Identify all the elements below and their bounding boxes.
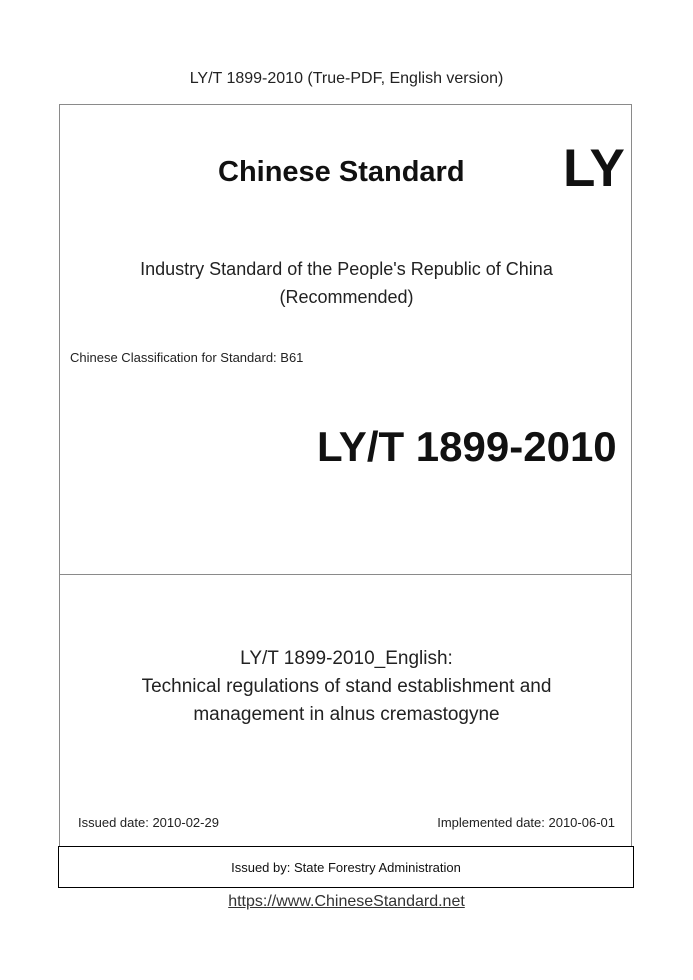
title-line-1: LY/T 1899-2010_English: bbox=[240, 648, 453, 669]
footer bbox=[0, 893, 693, 911]
issuer-text: Issued by: State Forestry Administration bbox=[231, 859, 461, 875]
implemented-date: Implemented date: 2010-06-01 bbox=[437, 815, 615, 830]
standard-number: LY/T 1899-2010 bbox=[317, 423, 617, 470]
website-link[interactable]: https://www.ChineseStandard.net bbox=[228, 893, 465, 910]
issuing-body-line-1: Industry Standard of the People's Republic of China bbox=[140, 259, 553, 279]
issuing-body-line-2: (Recommended) bbox=[279, 287, 414, 307]
issuer-box bbox=[58, 846, 634, 888]
title-line-2: Technical regulations of stand establishment and bbox=[141, 676, 552, 697]
document-header: LY/T 1899-2010 (True-PDF, English version) bbox=[189, 70, 504, 87]
classification-label: Chinese Classification for Standard: B61 bbox=[70, 350, 304, 365]
title-line-3: management in alnus cremastogyne bbox=[193, 704, 500, 725]
doc-type-heading: Chinese Standard bbox=[218, 156, 465, 188]
standard-code-mark: LY bbox=[563, 139, 624, 198]
issued-date: Issued date: 2010-02-29 bbox=[78, 815, 219, 830]
